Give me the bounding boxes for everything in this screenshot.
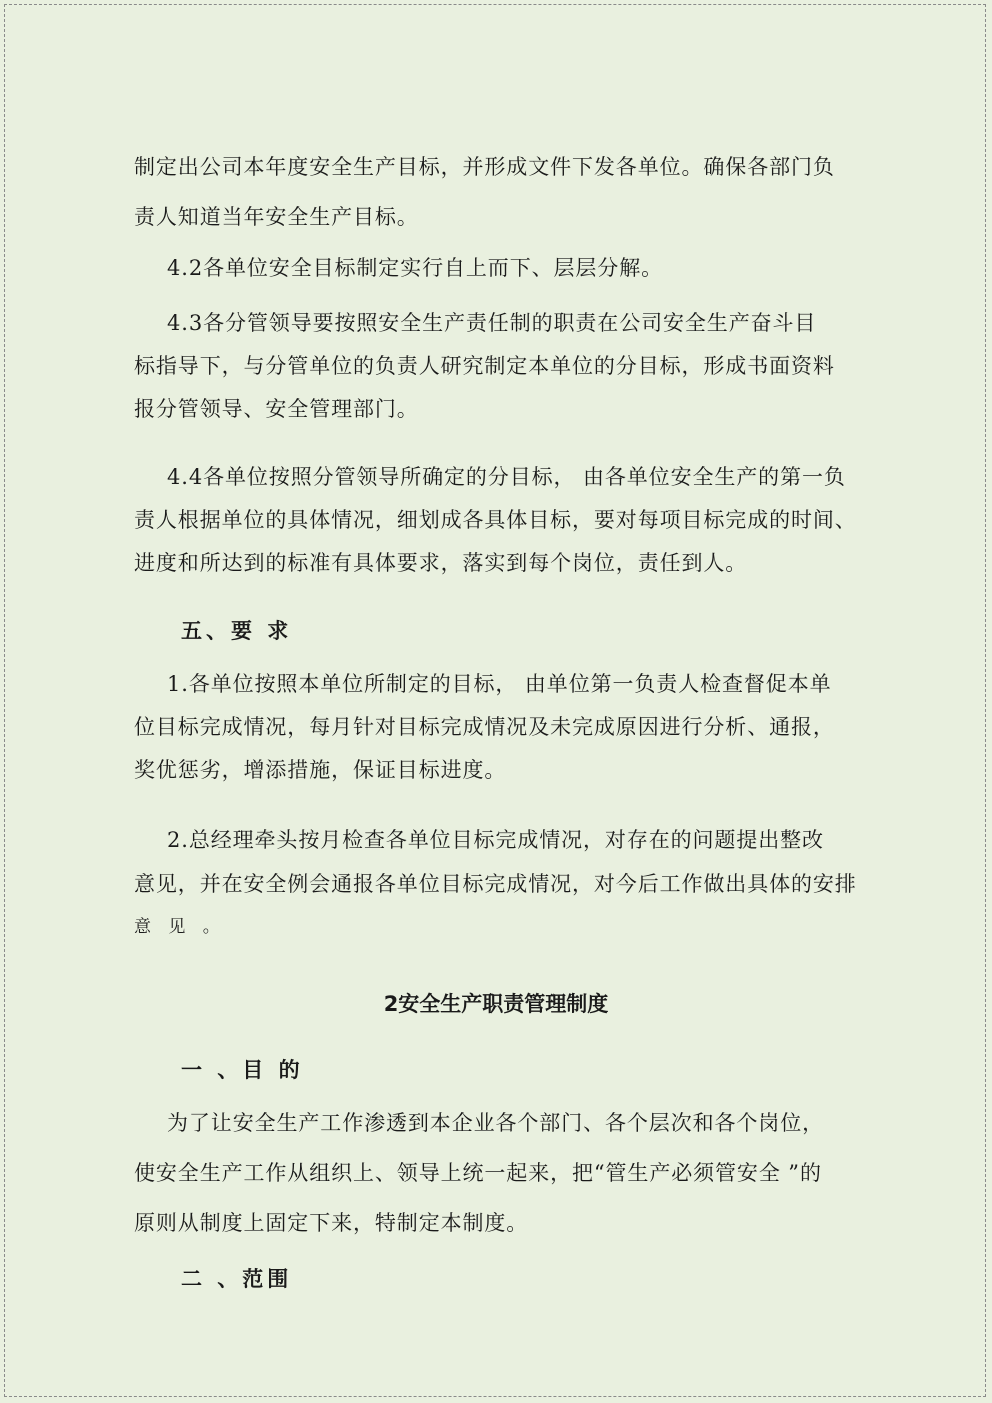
paragraph-line: 位目标完成情况，每月针对目标完成情况及未完成原因进行分析、通报， — [134, 715, 835, 739]
paragraph-line: 标指导下，与分管单位的负责人研究制定本单位的分目标，形成书面资料 — [134, 354, 835, 378]
paragraph-line: 进度和所达到的标准有具体要求，落实到每个岗位，责任到人。 — [134, 551, 748, 575]
paragraph-line: 奖优惩劣，增添措施，保证目标进度。 — [134, 758, 507, 782]
paragraph-line: 责人知道当年安全生产目标。 — [134, 205, 419, 229]
paragraph-line: 责人根据单位的具体情况，细划成各具体目标，要对每项目标完成的时间、 — [134, 508, 857, 532]
paragraph-line: 1.各单位按照本单位所制定的目标， 由单位第一负责人检查督促本单 — [167, 672, 832, 696]
section-heading: 五、要 求 — [181, 619, 293, 643]
paragraph-line: 原则从制度上固定下来，特制定本制度。 — [134, 1211, 529, 1235]
section-heading: 二 、范围 — [181, 1267, 293, 1291]
paragraph-line: 报分管领导、安全管理部门。 — [134, 397, 419, 421]
paragraph-line: 4.4各单位按照分管领导所确定的分目标， 由各单位安全生产的第一负 — [167, 465, 846, 489]
paragraph-line: 为了让安全生产工作渗透到本企业各个部门、各个层次和各个岗位， — [167, 1111, 824, 1135]
paragraph-line: 2.总经理牵头按月检查各单位目标完成情况，对存在的问题提出整改 — [167, 828, 824, 852]
paragraph-line: 4.3各分管领导要按照安全生产责任制的职责在公司安全生产奋斗目 — [167, 311, 817, 335]
document-title: 2安全生产职责管理制度 — [383, 992, 609, 1016]
paragraph-line: 意见，并在安全例会通报各单位目标完成情况，对今后工作做出具体的安排 — [134, 872, 857, 896]
section-heading: 一 、目 的 — [181, 1058, 304, 1082]
paragraph-line: 制定出公司本年度安全生产目标，并形成文件下发各单位。确保各部门负 — [134, 155, 835, 179]
paragraph-line: 意 见 。 — [134, 917, 226, 937]
paragraph-line: 4.2各单位安全目标制定实行自上而下、层层分解。 — [167, 256, 663, 280]
paragraph-line: 使安全生产工作从组织上、领导上统一起来，把“管生产必须管安全 ”的 — [134, 1161, 822, 1185]
